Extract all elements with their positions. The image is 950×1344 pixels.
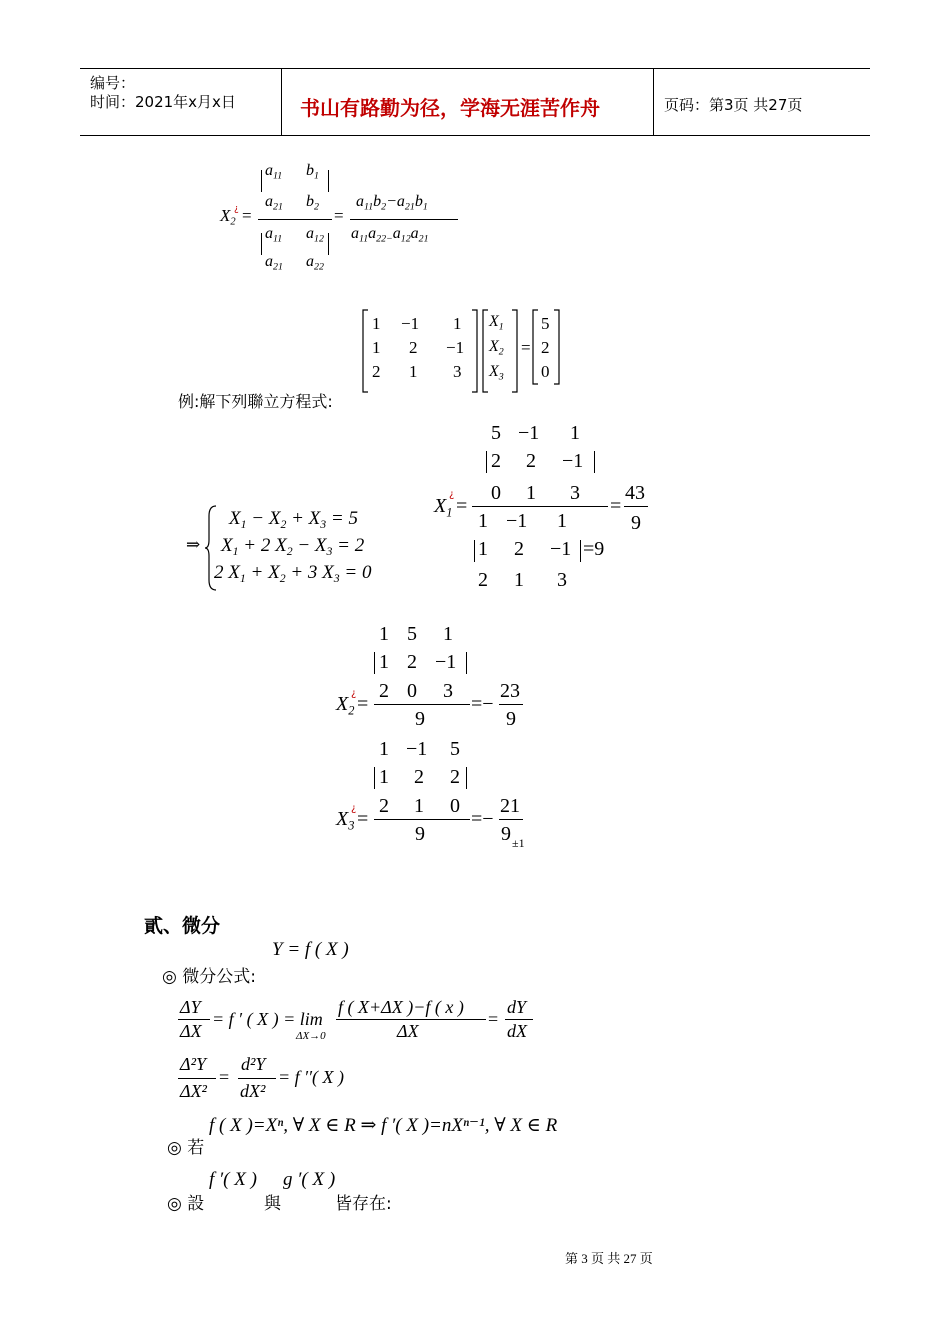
x1-num-r3c1: 0 xyxy=(491,482,501,504)
x2-result-den: 9 xyxy=(506,708,516,730)
cramer-top-b1: $b_1$ xyxy=(306,162,319,182)
coef-r2c1: 1 xyxy=(372,338,381,357)
header-bottom-rule xyxy=(80,135,870,136)
x1-num-r3c2: 1 xyxy=(526,482,536,504)
x3-eq-2: =− xyxy=(471,808,494,830)
f2-rhs: = f ′′( X ) xyxy=(278,1067,345,1087)
f1-lim-sub: ΔX→0 xyxy=(296,1030,326,1042)
x2-num-r2c2: 2 xyxy=(407,651,417,673)
x2-num-r2c1: 1 xyxy=(379,651,389,673)
x2-result-num: 23 xyxy=(500,680,520,702)
x3-lhs: $X_3$ xyxy=(336,808,355,833)
x3-num-r3c2: 1 xyxy=(414,795,424,817)
x2-num-r2c3: −1 xyxy=(435,651,457,673)
cramer-top-bar-right xyxy=(328,170,329,192)
const-3: 0 xyxy=(541,362,550,381)
x1-num-r1c1: 5 xyxy=(491,422,501,444)
x2-frac-line xyxy=(374,704,470,705)
coef-r3c3: 3 xyxy=(453,362,462,381)
x1-den-r1c2: −1 xyxy=(506,510,528,532)
x1-result-num: 43 xyxy=(625,482,645,504)
x1-den-r1c1: 1 xyxy=(478,510,488,532)
coef-r3c1: 2 xyxy=(372,362,381,381)
x1-eq-2: = xyxy=(610,495,622,517)
x2-lhs-mark: ¿ xyxy=(351,688,357,699)
f1-frac-num: f ( X+ΔX )−f ( x ) xyxy=(338,997,464,1017)
header-time-label: 时间：2021年x月x日 xyxy=(90,93,236,111)
x3-num-r2c1: 1 xyxy=(379,766,389,788)
set-g-prime: g ′( X ) xyxy=(283,1169,336,1190)
header-divider-2 xyxy=(653,68,654,136)
set-label: ◎ 設 xyxy=(167,1194,205,1214)
cramer-bot-bar-right xyxy=(328,233,329,255)
x3-num-bar-right xyxy=(466,767,467,789)
cramer-frac-line-left xyxy=(258,219,332,220)
cramer-frac-line-right xyxy=(350,219,458,220)
x1-den-r1c3: 1 xyxy=(557,510,567,532)
header-page-info: 页码：第3页 共27页 xyxy=(664,96,803,114)
x1-den-r3c1: 2 xyxy=(478,569,488,591)
f1-lhs-den: ΔX xyxy=(180,1021,202,1041)
x2-den: 9 xyxy=(415,708,425,730)
coef-r1c3: 1 xyxy=(453,314,462,333)
x1-lhs: $X_1$ xyxy=(434,495,453,520)
f1-lhs-num: ΔY xyxy=(180,997,201,1017)
cramer-eq-1: = xyxy=(242,206,252,225)
x1-den-bar-left xyxy=(474,540,475,562)
y-equals-fx: Y = f ( X ) xyxy=(272,939,349,960)
coef-r3c2: 1 xyxy=(409,362,418,381)
x3-num-r3c1: 2 xyxy=(379,795,389,817)
header-motto: 书山有路勤为径，学海无涯苦作舟 xyxy=(300,96,600,120)
coef-r1c1: 1 xyxy=(372,314,381,333)
x1-num-bar-right xyxy=(594,451,595,473)
x3-den: 9 xyxy=(415,823,425,845)
set-f-prime: f ′( X ) xyxy=(209,1169,257,1190)
x2-num-r3c2: 0 xyxy=(407,680,417,702)
if-formula: f ( X )=Xⁿ, ∀ X ∈ R ⇒ f ′( X )=nXⁿ⁻¹, ∀ X ∈ R xyxy=(209,1115,558,1136)
var-x1: $X_1$ xyxy=(489,313,504,333)
x3-num-r1c2: −1 xyxy=(406,738,428,760)
f2-mid-den: dX² xyxy=(240,1081,266,1101)
const-2: 2 xyxy=(541,338,550,357)
f1-eq: = xyxy=(488,1009,499,1029)
x3-result-line xyxy=(499,819,523,820)
x3-stray-mark: ±1 xyxy=(512,836,525,850)
f1-frac-den: ΔX xyxy=(397,1021,419,1041)
x1-num-r1c2: −1 xyxy=(518,422,540,444)
f1-frac-line xyxy=(336,1019,486,1020)
x1-result-line xyxy=(624,506,648,507)
cramer-top-bar-left xyxy=(261,170,262,192)
coef-r2c3: −1 xyxy=(446,338,465,357)
example-label: 例:解下列聯立方程式: xyxy=(178,392,333,411)
x1-num-r2c2: 2 xyxy=(526,450,536,472)
set-and: 與 xyxy=(264,1194,281,1214)
f2-lhs-line xyxy=(178,1078,216,1079)
x1-den-bar-right xyxy=(580,540,581,562)
x2-result-line xyxy=(499,704,523,705)
x3-num-r2c3: 2 xyxy=(450,766,460,788)
cramer-eq-2: = xyxy=(334,206,344,225)
x1-num-r2c1: 2 xyxy=(491,450,501,472)
x1-num-r2c3: −1 xyxy=(562,450,584,472)
x3-lhs-mark: ¿ xyxy=(351,803,357,814)
x2-num-bar-left xyxy=(374,652,375,674)
x1-num-r3c3: 3 xyxy=(570,482,580,504)
x2-num-r1c3: 1 xyxy=(443,623,453,645)
const-1: 5 xyxy=(541,314,550,333)
x2-lhs: $X_2$ xyxy=(336,693,355,718)
x1-num-bar-left xyxy=(486,451,487,473)
x1-frac-line xyxy=(472,506,608,507)
f2-lhs-den: ΔX² xyxy=(180,1081,207,1101)
x3-result-num: 21 xyxy=(500,795,520,817)
header-divider-1 xyxy=(281,68,282,136)
cramer-bot-bar-left xyxy=(261,233,262,255)
implies-arrow: ⇒ xyxy=(186,535,201,554)
matrix-eq-sign: = xyxy=(521,338,531,357)
f2-mid-line xyxy=(238,1078,276,1079)
x1-lhs-mark: ¿ xyxy=(449,489,455,500)
x1-den-r2c3: −1 xyxy=(550,538,572,560)
header-top-rule xyxy=(80,68,870,69)
system-eq1: $X_1 - X_2 + X_3 = 5$ xyxy=(229,508,358,532)
x3-result-den: 9 xyxy=(501,823,511,845)
cramer-bot-a12: $a_{12}$ xyxy=(306,225,324,245)
cramer-top-b2: $b_2$ xyxy=(306,193,319,213)
cramer-top-a11: $a_{11}$ xyxy=(265,162,283,182)
f1-rhs-line xyxy=(505,1019,533,1020)
cramer-rhs-num: $a_{11}b_2-a_{21}b_1$ xyxy=(356,193,428,213)
x3-num-r1c1: 1 xyxy=(379,738,389,760)
x2-num-r3c1: 2 xyxy=(379,680,389,702)
f1-rhs-den: dX xyxy=(507,1021,527,1041)
x3-frac-line xyxy=(374,819,470,820)
page-footer: 第 3 页 共 27 页 xyxy=(565,1251,653,1266)
x2-num-bar-right xyxy=(466,652,467,674)
f2-mid-num: d²Y xyxy=(241,1054,266,1074)
cramer-lhs: $X_2$ xyxy=(220,206,236,228)
cramer-rhs-den: $a_{11}a_{22-}a_{12}a_{21}$ xyxy=(351,225,429,245)
section-title: 貳、微分 xyxy=(144,915,221,937)
x3-num-r1c3: 5 xyxy=(450,738,460,760)
system-eq3: 2 $X_1 + X_2 + 3$ $X_3 = 0$ xyxy=(214,562,372,586)
x1-result-den: 9 xyxy=(631,512,641,534)
cramer-top-a21: $a_{21}$ xyxy=(265,193,283,213)
x1-den-r2c1: 1 xyxy=(478,538,488,560)
header-number-label: 编号： xyxy=(90,74,136,92)
system-eq2: $X_1 + 2$ $X_2 - X_3 = 2$ xyxy=(221,535,365,559)
f2-eq: = xyxy=(219,1067,230,1087)
x3-num-r2c2: 2 xyxy=(414,766,424,788)
cramer-lhs-mark: ¿ xyxy=(234,204,239,214)
x1-den-r2c2: 2 xyxy=(514,538,524,560)
x1-det-value: =9 xyxy=(583,538,605,560)
x2-num-r3c3: 3 xyxy=(443,680,453,702)
x3-eq-1: = xyxy=(357,808,369,830)
x1-eq-1: = xyxy=(456,495,468,517)
x2-eq-1: = xyxy=(357,693,369,715)
f2-lhs-num: Δ²Y xyxy=(180,1054,206,1074)
x3-num-r3c3: 0 xyxy=(450,795,460,817)
x2-num-r1c1: 1 xyxy=(379,623,389,645)
f1-lhs-line xyxy=(178,1019,210,1020)
x2-num-r1c2: 5 xyxy=(407,623,417,645)
coef-r1c2: −1 xyxy=(401,314,420,333)
x1-den-r3c2: 1 xyxy=(514,569,524,591)
f1-rhs-num: dY xyxy=(507,997,527,1017)
x1-num-r1c3: 1 xyxy=(570,422,580,444)
cramer-bot-a22: $a_{22}$ xyxy=(306,253,324,273)
var-x2: $X_2$ xyxy=(489,338,504,358)
x2-eq-2: =− xyxy=(471,693,494,715)
x1-den-r3c3: 3 xyxy=(557,569,567,591)
if-label: ◎ 若 xyxy=(167,1138,205,1158)
set-tail: 皆存在: xyxy=(335,1194,392,1214)
cramer-bot-a11: $a_{11}$ xyxy=(265,225,283,245)
cramer-bot-a21: $a_{21}$ xyxy=(265,253,283,273)
x3-num-bar-left xyxy=(374,767,375,789)
f1-mid: = f ′ ( X ) = lim xyxy=(212,1009,323,1029)
coef-r2c2: 2 xyxy=(409,338,418,357)
diff-formula-label: ◎ 微分公式: xyxy=(162,967,256,987)
var-x3: $X_3$ xyxy=(489,363,504,383)
